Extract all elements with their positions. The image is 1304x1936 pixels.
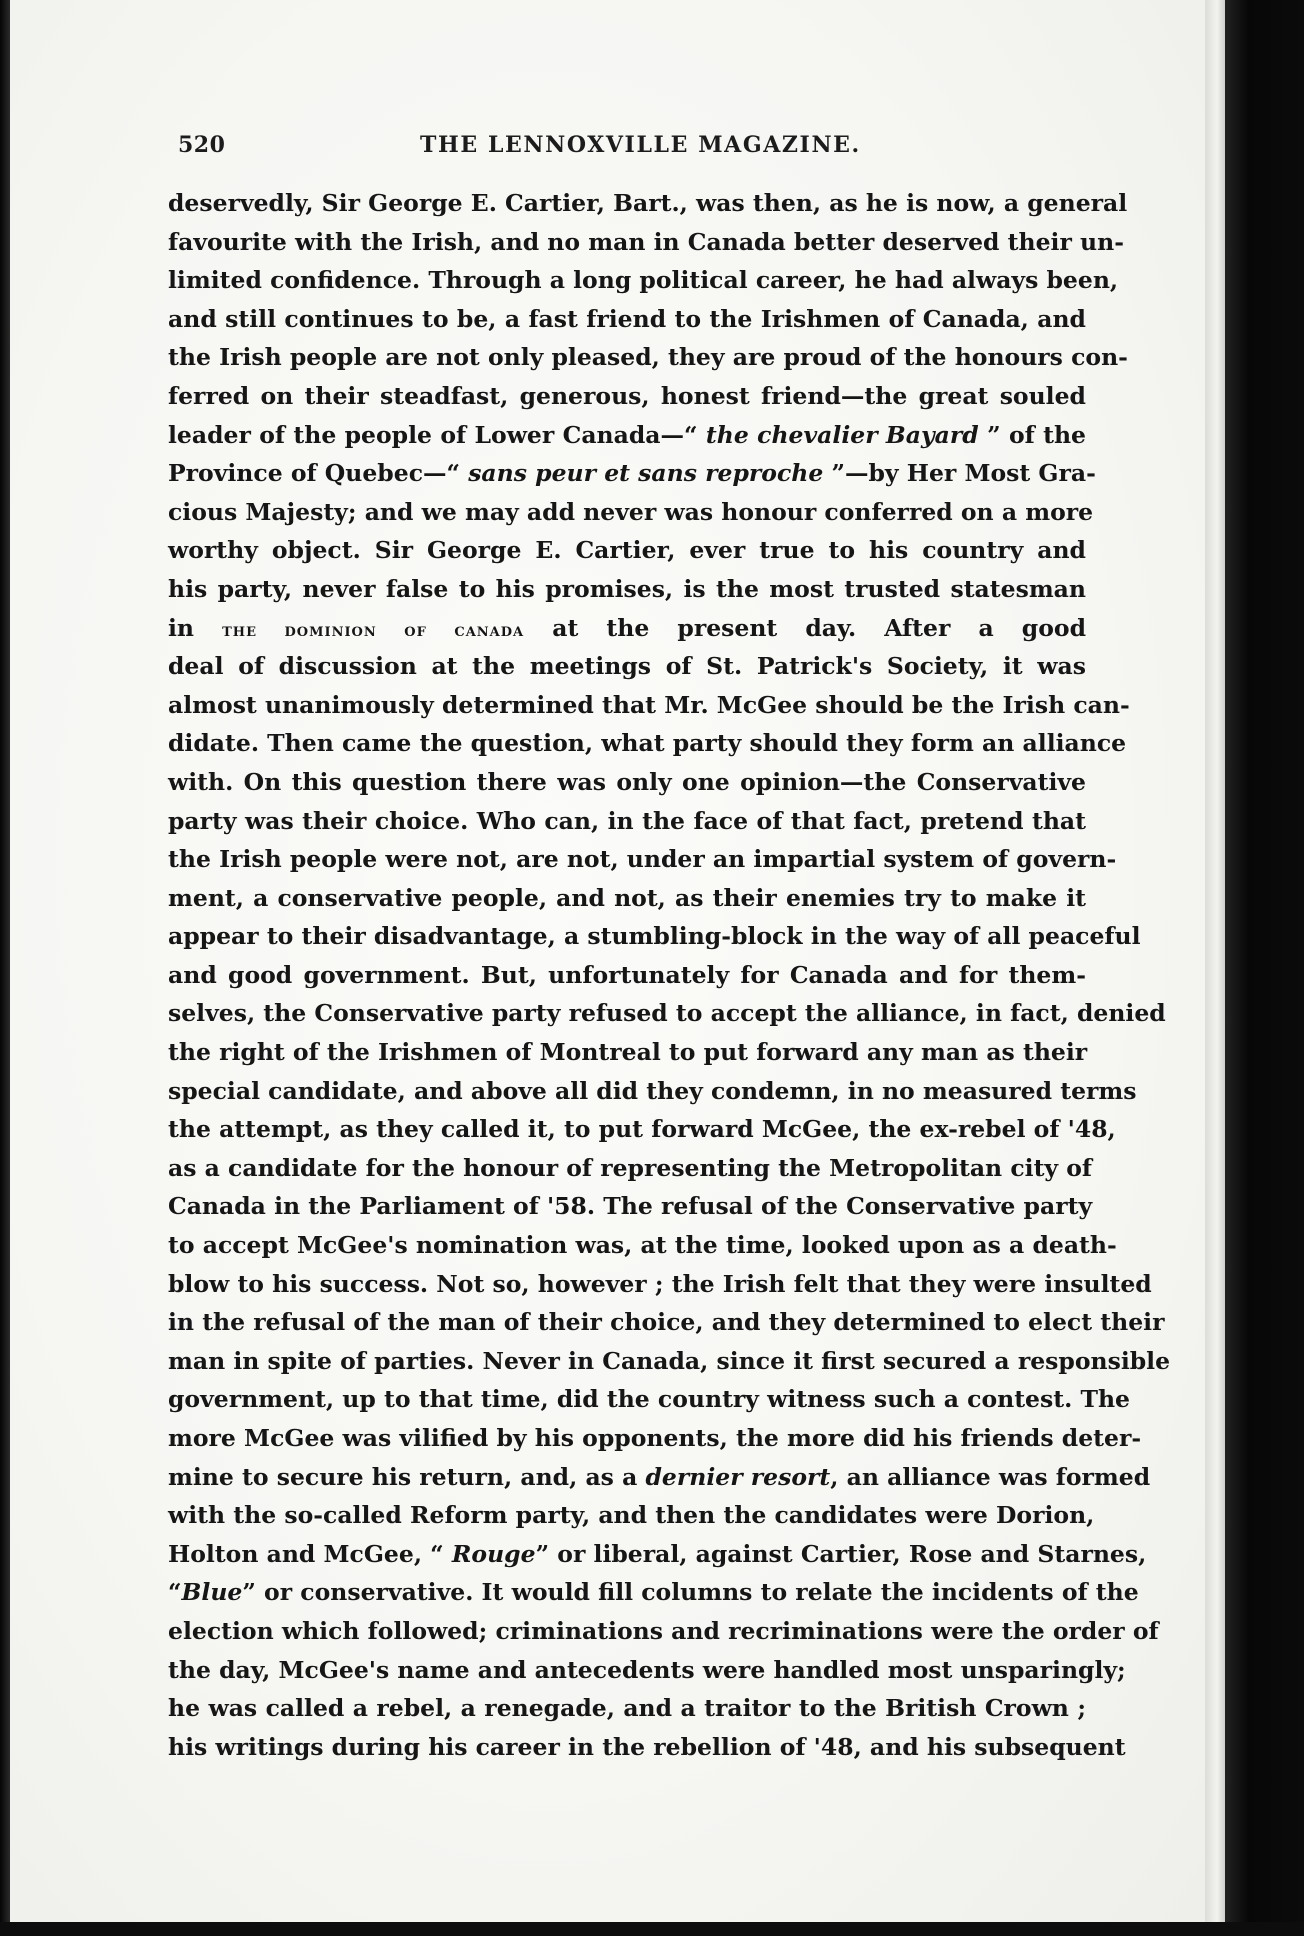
text-line: the day, McGee's name and antecedents were handled most unsparingly; — [168, 1655, 1126, 1684]
text-line: in the refusal of the man of their choice, and they determined to elect their — [168, 1308, 1165, 1337]
text-line: Province of Quebec—“ sans peur et sans reproche ”—by Her Most Gra- — [168, 459, 1096, 488]
journal-title: THE LENNOXVILLE MAGAZINE. — [420, 132, 861, 158]
text-line: he was called a rebel, a renegade, and a traitor to the British Crown ; — [168, 1694, 1086, 1723]
running-head — [178, 127, 1078, 163]
text-line: cious Majesty; and we may add never was honour conferred on a more — [168, 497, 1094, 526]
text-line: and still continues to be, a fast friend to the Irishmen of Canada, and — [168, 304, 1086, 333]
text-line: “Blue” or conservative. It would fill columns to relate the incidents of the — [168, 1578, 1139, 1607]
body-text — [168, 184, 1171, 1766]
text-line: man in spite of parties. Never in Canada, since it first secured a responsible — [168, 1346, 1171, 1375]
text-line: party was their choice. Who can, in the face of that fact, pretend that — [168, 806, 1086, 835]
right-binding-edge — [1225, 0, 1304, 1936]
text-line: selves, the Conservative party refused to accept the alliance, in fact, denied — [168, 999, 1166, 1028]
text-line: as a candidate for the honour of representing the Metropolitan city of — [168, 1153, 1093, 1182]
adjacent-page-edge — [1205, 0, 1225, 1936]
text-line: Holton and McGee, “ Rouge” or liberal, against Cartier, Rose and Starnes, — [168, 1539, 1147, 1568]
text-line: the attempt, as they called it, to put forward McGee, the ex-rebel of '48, — [168, 1115, 1116, 1144]
text-line: almost unanimously determined that Mr. McGee should be the Irish can- — [168, 690, 1130, 719]
text-line: leader of the people of Lower Canada—“ the chevalier Bayard ” of the — [168, 420, 1086, 449]
text-line: the right of the Irishmen of Montreal to put forward any man as their — [168, 1038, 1088, 1067]
text-line: more McGee was vilified by his opponents, the more did his friends deter- — [168, 1424, 1142, 1452]
text-line: election which followed; criminations and recriminations were the order of — [168, 1616, 1159, 1645]
text-line: government, up to that time, did the country witness such a contest. The — [168, 1385, 1130, 1414]
text-line: deal of discussion at the meetings of St. Patrick's Society, it was — [168, 652, 1086, 681]
text-line: the Irish people were not, are not, under an impartial system of govern- — [168, 845, 1117, 874]
text-line: his writings during his career in the rebellion of '48, and his subsequent — [168, 1732, 1126, 1761]
text-line: favourite with the Irish, and no man in Canada better deserved their un- — [168, 227, 1124, 256]
text-line: and good government. But, unfortunately for Canada and for them- — [168, 960, 1086, 989]
text-line: to accept McGee's nomination was, at the time, looked upon as a death- — [168, 1231, 1117, 1260]
text-line: ferred on their steadfast, generous, honest friend—the great souled — [168, 381, 1086, 410]
text-line: Canada in the Parliament of '58. The refusal of the Conservative party — [168, 1192, 1093, 1221]
text-line: with. On this question there was only one opinion—the Conservative — [168, 767, 1086, 796]
text-line: limited confidence. Through a long political career, he had always been, — [168, 266, 1119, 295]
text-line: special candidate, and above all did they condemn, in no measured terms — [168, 1076, 1137, 1105]
text-line: his party, never false to his promises, is the most trusted statesman — [168, 574, 1086, 603]
text-line: ment, a conservative people, and not, as their enemies try to make it — [168, 883, 1086, 912]
text-line: appear to their disadvantage, a stumbling-block in the way of all peaceful — [168, 922, 1141, 951]
text-line: blow to his success. Not so, however ; the Irish felt that they were insulted — [168, 1269, 1152, 1298]
text-line: the Irish people are not only pleased, they are proud of the honours con- — [168, 343, 1128, 372]
text-line: didate. Then came the question, what party should they form an alliance — [168, 729, 1127, 758]
page-number: 520 — [178, 132, 226, 158]
text-line: in the dominion of canada at the present day. After a good — [168, 613, 1087, 642]
text-line: worthy object. Sir George E. Cartier, ever true to his country and — [168, 536, 1086, 565]
text-line: mine to secure his return, and, as a dernier resort, an alliance was formed — [168, 1462, 1151, 1491]
bottom-edge — [0, 1922, 1304, 1936]
text-line: with the so-called Reform party, and then the candidates were Dorion, — [168, 1501, 1095, 1530]
text-line: deservedly, Sir George E. Cartier, Bart., was then, as he is now, a general — [168, 189, 1128, 217]
